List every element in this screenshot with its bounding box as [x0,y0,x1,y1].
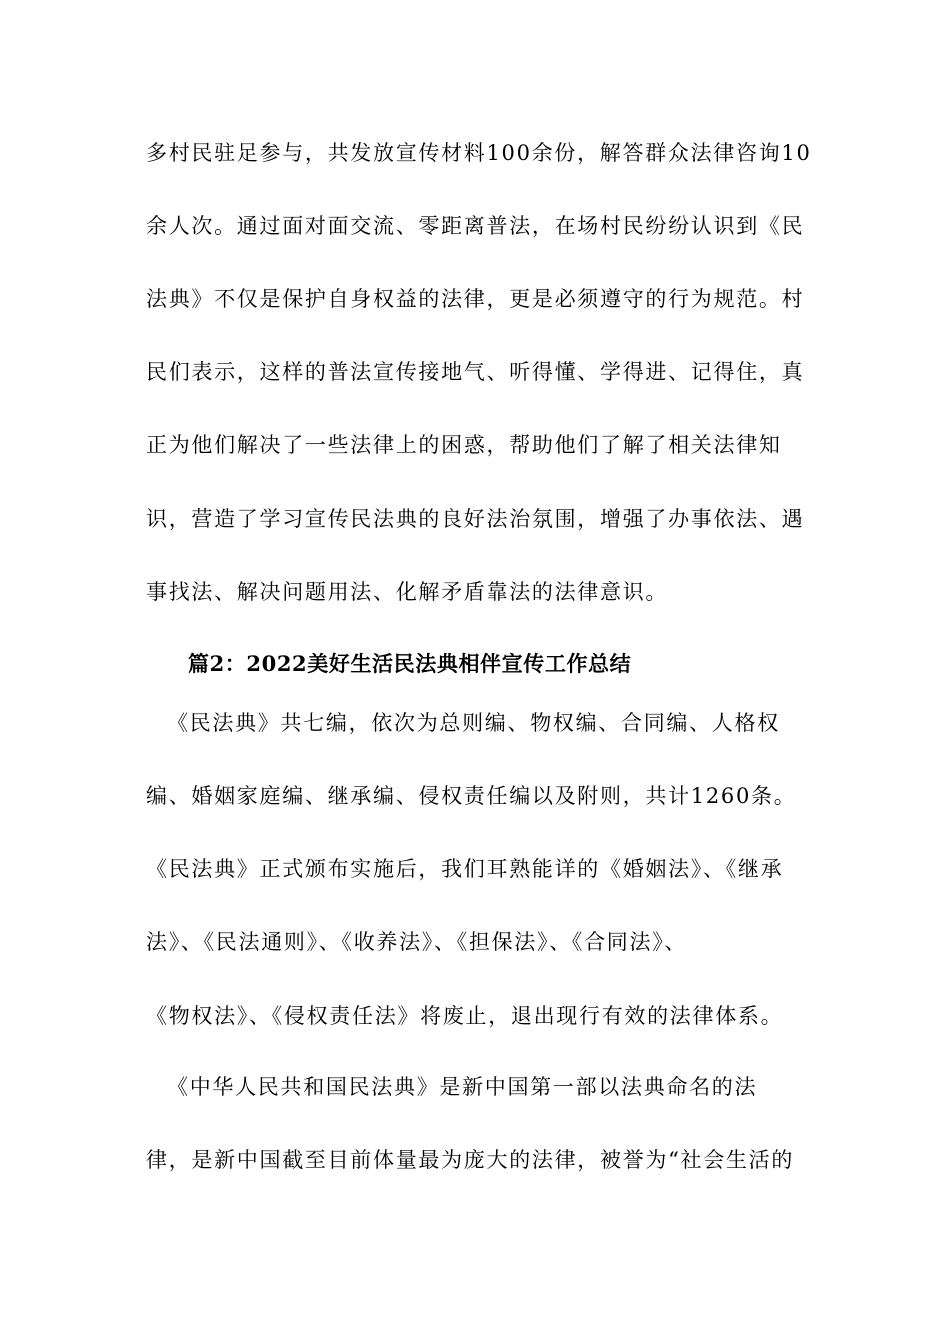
paragraph-line: 律，是新中国截至目前体量最为庞大的法律，被誉为“社会生活的 [146,1148,795,1172]
paragraph-line: 《物权法》、《侵权责任法》将废止，退出现行有效的法律体系。 [146,1004,784,1028]
paragraph-line: 《民法典》共七编，依次为总则编、物权编、合同编、人格权 [167,711,780,735]
paragraph-line: 《中华人民共和国民法典》是新中国第一部以法典命名的法 [167,1075,758,1099]
section-heading: 篇2：2022美好生活民法典相伴宣传工作总结 [188,651,632,676]
paragraph-line: 多村民驻足参与，共发放宣传材料100余份，解答群众法律咨询10 [146,141,812,165]
paragraph-line: 民们表示，这样的普法宣传接地气、听得懂、学得进、记得住，真 [146,360,805,384]
paragraph-line: 《民法典》正式颁布实施后，我们耳熟能详的《婚姻法》、《继承 [146,857,784,881]
paragraph-line: 法》、《民法通则》、《收养法》、《担保法》、《合同法》、 [146,930,688,954]
paragraph-line: 事找法、解决问题用法、化解矛盾靠法的法律意识。 [146,580,669,604]
paragraph-line: 余人次。通过面对面交流、零距离普法，在场村民纷纷认识到《民 [146,214,805,238]
paragraph-line: 正为他们解决了一些法律上的困惑，帮助他们了解了相关法律知 [146,433,782,457]
paragraph-line: 编、婚姻家庭编、继承编、侵权责任编以及附则，共计1260条。 [146,784,797,808]
paragraph-line: 识，营造了学习宣传民法典的良好法治氛围，增强了办事依法、遇 [146,507,805,531]
paragraph-line: 法典》不仅是保护自身权益的法律，更是必须遵守的行为规范。村 [146,287,805,311]
